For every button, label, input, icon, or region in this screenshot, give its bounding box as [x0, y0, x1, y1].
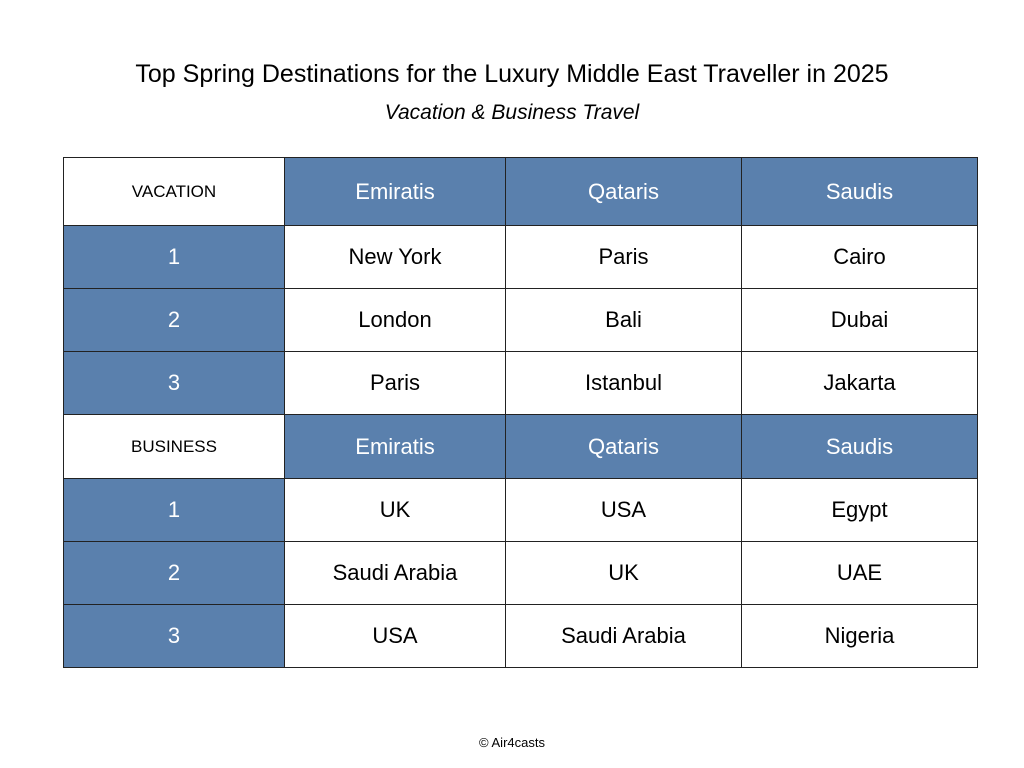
column-header-saudis: Saudis [742, 415, 978, 479]
table-cell: Paris [506, 226, 742, 289]
copyright-footer: © Air4casts [479, 735, 545, 750]
table-cell: UK [285, 479, 506, 542]
table-cell: USA [506, 479, 742, 542]
table-cell: Jakarta [742, 352, 978, 415]
table-cell: Nigeria [742, 605, 978, 668]
page-title: Top Spring Destinations for the Luxury Middle East Traveller in 2025 [135, 60, 889, 88]
destinations-table [63, 157, 978, 668]
table-cell: Paris [285, 352, 506, 415]
table-cell: Bali [506, 289, 742, 352]
table-cell: Dubai [742, 289, 978, 352]
page-subtitle: Vacation & Business Travel [384, 101, 640, 124]
table-cell: UK [506, 542, 742, 605]
business-header-row [64, 415, 978, 479]
table-row [64, 605, 978, 668]
table-cell: USA [285, 605, 506, 668]
vacation-header-row [64, 158, 978, 226]
table-cell: UAE [742, 542, 978, 605]
column-header-saudis: Saudis [742, 158, 978, 226]
column-header-qataris: Qataris [506, 415, 742, 479]
table-row [64, 352, 978, 415]
rank-cell: 1 [64, 226, 285, 289]
table-cell: Cairo [742, 226, 978, 289]
column-header-emiratis: Emiratis [285, 158, 506, 226]
section-label-business: BUSINESS [64, 415, 285, 479]
rank-cell: 3 [64, 352, 285, 415]
table-cell: Istanbul [506, 352, 742, 415]
table-cell: Saudi Arabia [506, 605, 742, 668]
rank-cell: 3 [64, 605, 285, 668]
rank-cell: 1 [64, 479, 285, 542]
rank-cell: 2 [64, 542, 285, 605]
table-row [64, 289, 978, 352]
column-header-emiratis: Emiratis [285, 415, 506, 479]
table-cell: New York [285, 226, 506, 289]
table-cell: Egypt [742, 479, 978, 542]
rank-cell: 2 [64, 289, 285, 352]
table-row [64, 542, 978, 605]
table-row [64, 226, 978, 289]
column-header-qataris: Qataris [506, 158, 742, 226]
table-row [64, 479, 978, 542]
table-cell: London [285, 289, 506, 352]
table-cell: Saudi Arabia [285, 542, 506, 605]
section-label-vacation: VACATION [64, 158, 285, 226]
